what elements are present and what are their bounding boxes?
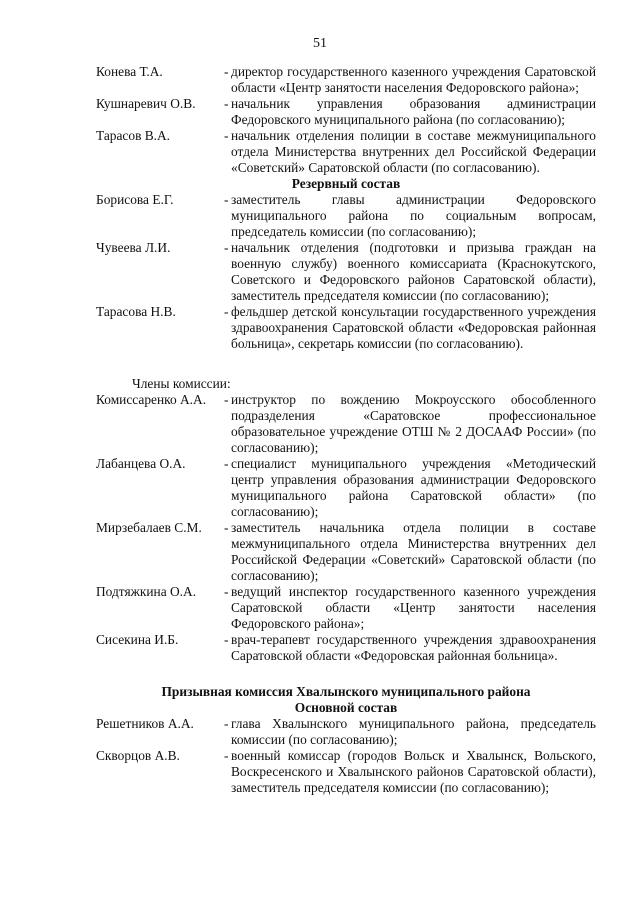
dash: - [224,748,229,763]
member-position: врач-терапевт государственного учреждения здравоохранения Саратовской области «Федоровская районная больница». [231,632,596,663]
list-item [96,240,596,304]
members-label: Члены комиссии: [132,376,231,391]
list-item [96,64,596,96]
main-composition-heading: Основной состав [294,700,398,715]
member-name: Чувеева Л.И. [96,240,171,255]
member-position: начальник отделения полиции в составе межмуниципального отдела Министерства внутренних дел Российской Федерации «Советский» Саратовской области (по согласованию). [231,128,596,175]
member-position: инструктор по вождению Мокроусского обособленного подразделения «Саратовское профессиональное образовательное учреждение ОТШ № 2 ДОСААФ России» (по согласованию); [231,392,596,455]
member-name: Кушнаревич О.В. [96,96,196,111]
dash: - [224,716,229,731]
member-name: Борисова Е.Г. [96,192,174,207]
member-name: Мирзебалаев С.М. [96,520,202,535]
member-name: Скворцов А.В. [96,748,180,763]
dash: - [224,192,229,207]
list-item [96,304,596,352]
commission-heading: Призывная комиссия Хвалынского муниципального района [161,684,531,699]
dash: - [224,392,229,407]
dash: - [224,96,229,111]
member-position: фельдшер детской консультации государственного учреждения здравоохранения Саратовской области «Федоровская районная больница», секретарь комиссии (по согласованию). [231,304,596,351]
member-position: начальник управления образования администрации Федоровского муниципального района (по согласованию); [231,96,596,127]
list-item [96,128,596,176]
member-position: специалист муниципального учреждения «Методический центр управления образования администрации Федоровского муниципального района Саратовской области» (по согласованию); [231,456,596,519]
list-item [96,96,596,128]
dash: - [224,456,229,471]
member-position: ведущий инспектор государственного казенного учреждения Саратовской области «Центр занятости населения Федоровского района»; [231,584,596,631]
member-position: заместитель главы администрации Федоровского муниципального района по социальным вопросам, председатель комиссии (по согласованию); [231,192,596,239]
member-name: Сисекина И.Б. [96,632,179,647]
member-name: Комиссаренко А.А. [96,392,207,407]
member-name: Тарасова Н.В. [96,304,176,319]
member-position: директор государственного казенного учреждения Саратовской области «Центр занятости населения Федоровского района»; [231,64,596,95]
list-item [96,716,596,748]
member-name: Подтяжкина О.А. [96,584,197,599]
dash: - [224,64,229,79]
member-position: заместитель начальника отдела полиции в составе межмуниципального отдела Министерства внутренних дел Российской Федерации «Советский» Саратовской области (по согласованию); [231,520,596,583]
member-name: Тарасов В.А. [96,128,171,143]
page-number: 51 [313,36,327,51]
reserve-heading: Резервный состав [291,176,401,191]
member-position: начальник отделения (подготовки и призыва граждан на военную службу) военного комиссариата (Краснокутского, Советского и Федоровского районов Саратовской области), заместитель председателя комиссии (по согласованию); [231,240,596,303]
dash: - [224,304,229,319]
list-item [96,520,596,584]
list-item [96,192,596,240]
dash: - [224,128,229,143]
list-item [96,584,596,632]
list-item [96,748,596,796]
dash: - [224,584,229,599]
dash: - [224,632,229,647]
member-name: Решетников А.А. [96,716,194,731]
list-item [96,632,596,664]
document-body [96,64,596,796]
member-name: Конева Т.А. [96,64,163,79]
list-item [96,456,596,520]
dash: - [224,520,229,535]
member-position: военный комиссар (городов Вольск и Хвалынск, Вольского, Воскресенского и Хвалынского районов Саратовской области), заместитель председателя комиссии (по согласованию); [231,748,596,795]
member-name: Лабанцева О.А. [96,456,186,471]
member-position: глава Хвалынского муниципального района, председатель комиссии (по согласованию); [231,716,596,747]
list-item [96,392,596,456]
dash: - [224,240,229,255]
